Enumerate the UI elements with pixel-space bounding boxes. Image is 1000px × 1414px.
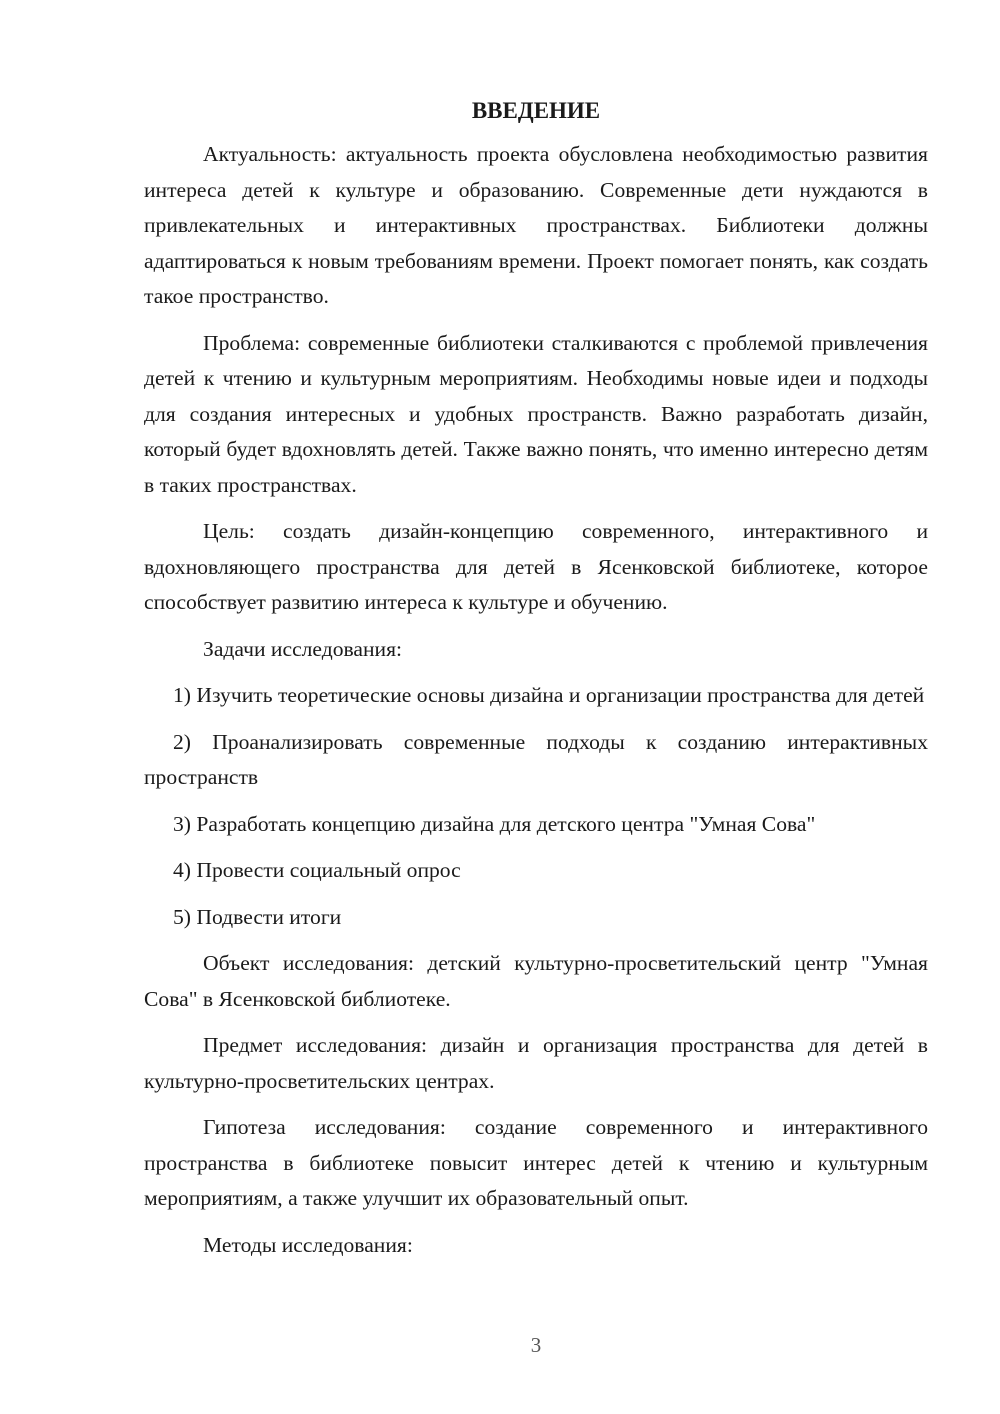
paragraph-object: Объект исследования: детский культурно-просветительский центр "Умная Сова" в Ясенковской библиотеке. [144, 951, 928, 1011]
paragraph-hypothesis: Гипотеза исследования: создание современного и интерактивного пространства в библиотеке повысит интерес детей к чтению и культурным мероприятиям, а также улучшит их образовательный опыт. [144, 1115, 928, 1210]
paragraph-subject: Предмет исследования: дизайн и организация пространства для детей в культурно-просветительских центрах. [144, 1033, 928, 1093]
task-item-2: 2) Проанализировать современные подходы к созданию интерактивных пространств [144, 729, 928, 789]
section-title: ВВЕДЕНИЕ [471, 98, 601, 123]
task-item-1: 1) Изучить теоретические основы дизайна и организации пространства для детей [173, 683, 925, 707]
task-item-3: 3) Разработать концепцию дизайна для детского центра "Умная Сова" [173, 811, 816, 836]
paragraph-goal: Цель: создать дизайн-концепцию современного, интерактивного и вдохновляющего пространства для детей в Ясенковской библиотеке, которое способствует развитию интереса к культуре и обучению. [144, 519, 928, 614]
document-page [144, 93, 928, 1274]
paragraph-problem: Проблема: современные библиотеки сталкиваются с проблемой привлечения детей к чтению и культурным мероприятиям. Необходимы новые идеи и подходы для создания интересных и удобных пространств. Важно разработать дизайн, который будет вдохновлять детей. Также важно понять, что именно интересно детям в таких пространствах. [144, 330, 928, 497]
task-item-4: 4) Провести социальный опрос [173, 858, 461, 882]
methods-heading: Методы исследования: [203, 1232, 413, 1257]
paragraph-relevance: Актуальность: актуальность проекта обусловлена необходимостью развития интереса детей к культуре и образованию. Современные дети нуждаются в привлекательных и интерактивных пространствах. Библиотеки должны адаптироваться к новым требованиям времени. Проект помогает понять, как создать такое пространство. [144, 142, 928, 308]
tasks-heading: Задачи исследования: [203, 636, 403, 661]
task-item-5: 5) Подвести итоги [173, 904, 342, 929]
page-number: 3 [530, 1333, 542, 1357]
